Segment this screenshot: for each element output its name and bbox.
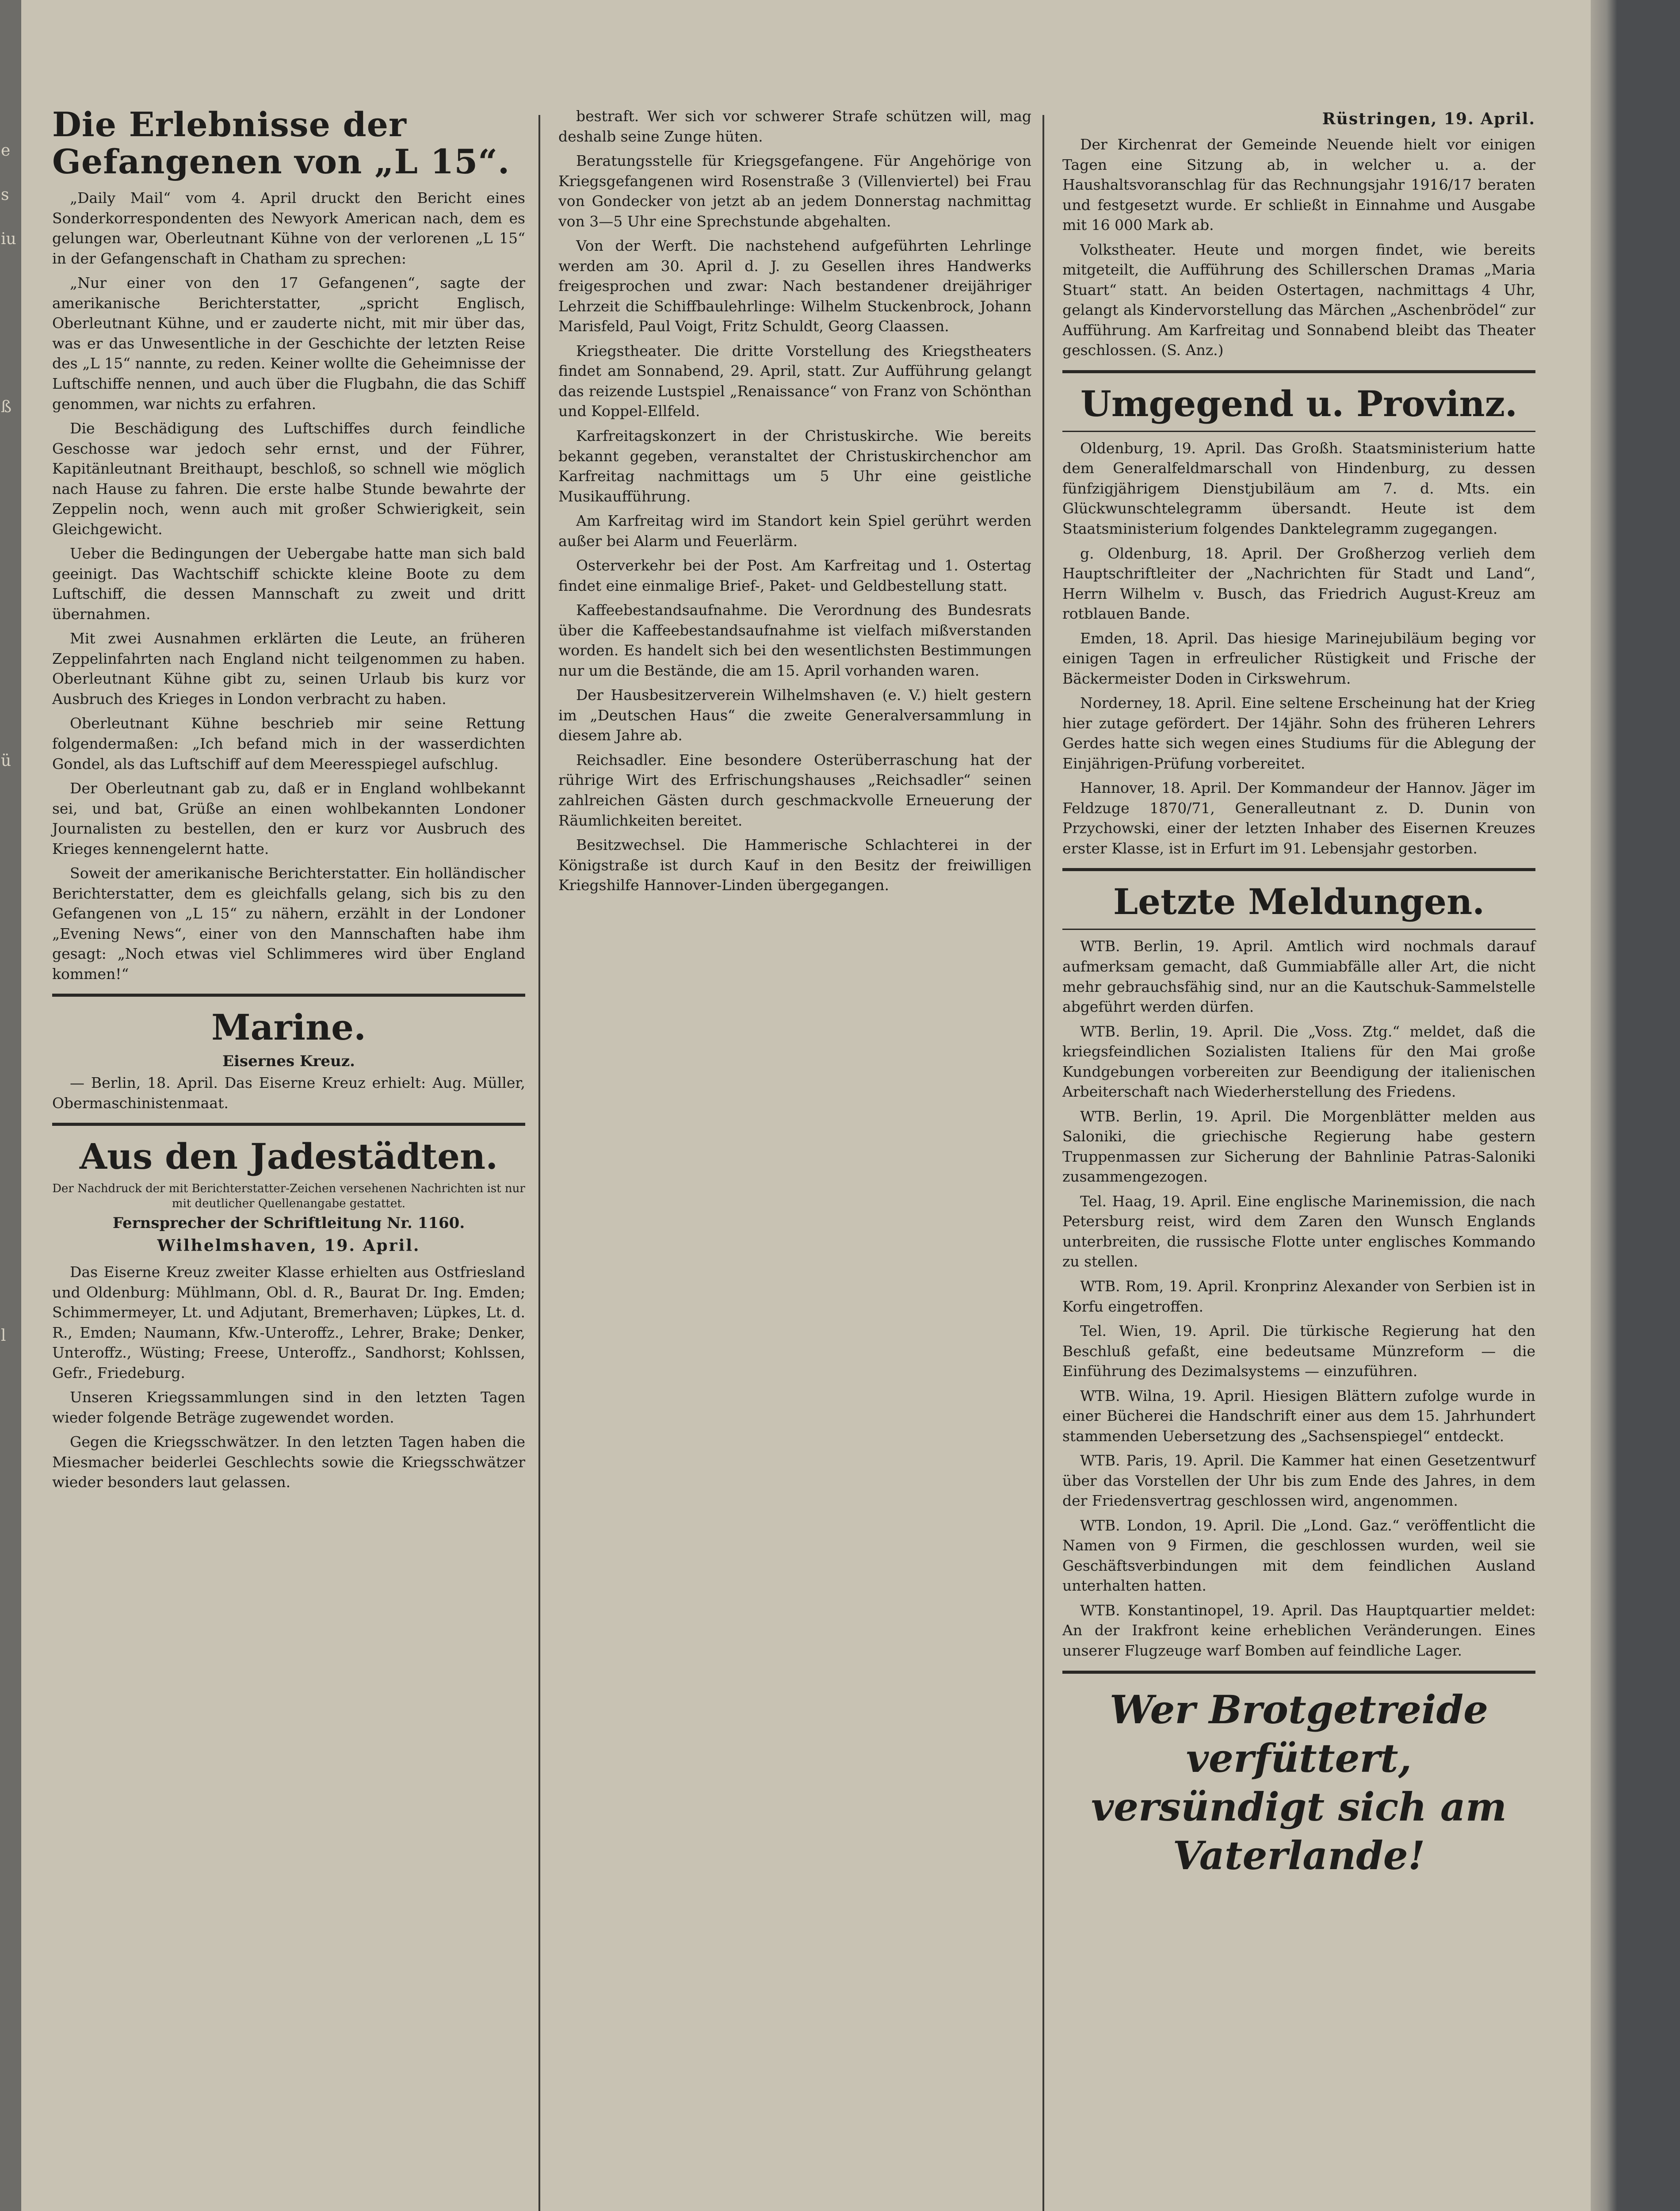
article-paragraph: Kaffeebestandsaufnahme. Die Verordnung des Bundesrats über die Kaffeebestandsaufnahme ist vielfach mißverstanden worden. Es handelt sich bei den wesentlichsten Bestimmungen nur um die Bestände, die am 15. April vorhanden waren.	[558, 601, 1031, 679]
section-title-umgegend: Umgegend u. Provinz.	[1081, 383, 1517, 425]
article-paragraph: WTB. Berlin, 19. April. Die Morgenblätter melden aus Saloniki, die griechische Regierung habe gestern Truppenmassen zur Sicherung der Bahnlinie Patras-Saloniki zusammengezogen.	[1062, 1107, 1535, 1186]
section-subtitle: Eisernes Kreuz.	[222, 1052, 355, 1071]
dateline: Wilhelmshaven, 19. April.	[157, 1236, 420, 1255]
article-paragraph: Der Kirchenrat der Gemeinde Neuende hielt vor einigen Tagen eine Sitzung ab, in welcher u. a. der Haushaltsvoranschlag für das Rechnungsjahr 1916/17 beraten und festgesetzt wurde. Er schließt in Einnahme und Ausgabe mit 16 000 Mark ab.	[1062, 136, 1535, 234]
article-paragraph: Tel. Wien, 19. April. Die türkische Regierung hat den Beschluß gefaßt, eine bedeutsame Münzreform — die Einführung des Dezimalsystems — einzuführen.	[1062, 1322, 1535, 1380]
article-paragraph: Ueber die Bedingungen der Uebergabe hatte man sich bald geeinigt. Das Wachtschiff schickte kleine Boote zu dem Luftschiff, die dessen Mannschaft zu zweit und dritt übernahmen.	[52, 545, 525, 623]
column-2	[558, 106, 1031, 900]
adjacent-page-strip	[0, 0, 21, 2211]
article-paragraph: Hannover, 18. April. Der Kommandeur der Hannov. Jäger im Feldzuge 1870/71, Generalleutnant z. D. Dunin von Przychowski, einer der letzten Inhaber des Eisernen Kreuzes erster Klasse, ist in Erfurt im 91. Lebensjahr gestorben.	[1062, 779, 1535, 857]
article-paragraph: „Daily Mail“ vom 4. April druckt den Bericht eines Sonderkorrespondenten des Newyork American nach, dem es gelungen war, Oberleutnant Kühne von der verlorenen „L 15“ in der Gefangenschaft in Chatham zu sprechen:	[52, 189, 525, 267]
article-paragraph: Am Karfreitag wird im Standort kein Spiel gerührt werden außer bei Alarm und Feuerlärm.	[558, 512, 1031, 550]
article-paragraph: WTB. Rom, 19. April. Kronprinz Alexander von Serbien ist in Korfu eingetroffen.	[1062, 1277, 1535, 1315]
dateline: Rüstringen, 19. April.	[1322, 110, 1535, 128]
appeal-line: versündigt sich am Vaterlande!	[1091, 1783, 1507, 1878]
section-title-marine: Marine.	[211, 1006, 366, 1048]
article-paragraph: Oldenburg, 19. April. Das Großh. Staatsministerium hatte dem Generalfeldmarschall von Hindenburg, zu dessen fünfzigjährigem Dienstjubiläum am 7. d. Mts. ein Glückwunschtelegramm übersandt. Heute ist dem Staatsministerium folgendes Danktelegramm zugegangen.	[1062, 439, 1535, 537]
section-underline	[1062, 929, 1535, 930]
article-paragraph: Volkstheater. Heute und morgen findet, wie bereits mitgeteilt, die Aufführung des Schillerschen Dramas „Maria Stuart“ statt. An beiden Ostertagen, nachmittags 4 Uhr, gelangt als Kindervorstellung das Märchen „Aschenbrödel“ zur Aufführung. Am Karfreitag und Sonnabend bleibt das Theater geschlossen. (S. Anz.)	[1062, 241, 1535, 359]
article-paragraph: Tel. Haag, 19. April. Eine englische Marinemission, die nach Petersburg reist, wird dem Zaren den Wunsch Englands unterbreiten, die russische Flotte unter englisches Kommando zu stellen.	[1062, 1192, 1535, 1270]
section-divider	[1062, 370, 1535, 373]
newspaper-page	[21, 0, 1591, 2211]
reprint-note: Der Nachdruck der mit Berichterstatter-Zeichen versehenen Nachrichten ist nur mit deutlicher Quellenangabe gestattet.	[52, 1182, 525, 1211]
article-paragraph: Gegen die Kriegsschwätzer. In den letzten Tagen haben die Miesmacher beiderlei Geschlechts sowie die Kriegsschwätzer wieder besonders laut gelassen.	[52, 1433, 525, 1491]
article-paragraph: Kriegstheater. Die dritte Vorstellung des Kriegstheaters findet am Sonnabend, 29. April, statt. Zur Aufführung gelangt das reizende Lustspiel „Renaissance“ von Franz von Schönthan und Koppel-Ellfeld.	[558, 342, 1031, 420]
article-paragraph: WTB. Berlin, 19. April. Amtlich wird nochmals darauf aufmerksam gemacht, daß Gummiabfälle aller Art, die nicht mehr gebrauchsfähig sind, nur an die Kautschuk-Sammelstelle abgeführt werden dürfen.	[1062, 937, 1535, 1016]
article-paragraph: g. Oldenburg, 18. April. Der Großherzog verlieh dem Hauptschriftleiter der „Nachrichten für Stadt und Land“, Herrn Wilhelm v. Busch, das Friedrich August-Kreuz am rotblauen Bande.	[1062, 544, 1535, 623]
article-paragraph: Der Oberleutnant gab zu, daß er in England wohlbekannt sei, und bat, Grüße an einen wohlbekannten Londoner Journalisten zu bestellen, den er kurz vor Ausbruch des Krieges kennengelernt hatte.	[52, 780, 525, 857]
article-paragraph: Karfreitagskonzert in der Christuskirche. Wie bereits bekannt gegeben, veranstaltet der Christuskirchenchor am Karfreitag nachmittags um 5 Uhr eine geistliche Musikaufführung.	[558, 427, 1031, 505]
section-divider	[1062, 1671, 1535, 1674]
article-paragraph: Osterverkehr bei der Post. Am Karfreitag und 1. Ostertag findet eine einmalige Brief-, Paket- und Geldbestellung statt.	[558, 557, 1031, 594]
column-rule	[538, 115, 540, 2211]
article-paragraph: Der Hausbesitzerverein Wilhelmshaven (e. V.) hielt gestern im „Deutschen Haus“ die zweite Generalversammlung in diesem Jahre ab.	[558, 686, 1031, 744]
article-paragraph: WTB. Paris, 19. April. Die Kammer hat einen Gesetzentwurf über das Vorstellen der Uhr bis zum Ende des Jahres, in dem der Friedensvertrag geschlossen wird, angenommen.	[1062, 1452, 1535, 1510]
strip-fragment: iu	[1, 230, 16, 248]
article-paragraph: — Berlin, 18. April. Das Eiserne Kreuz erhielt: Aug. Müller, Obermaschinistenmaat.	[52, 1074, 525, 1112]
article-headline: Die Erlebnisse der Gefangenen von „L 15“.	[52, 105, 510, 181]
section-title-letzte-meldungen: Letzte Meldungen.	[1113, 881, 1485, 923]
section-divider	[52, 1123, 525, 1126]
section-title-jadestaedte: Aus den Jadestädten.	[79, 1136, 498, 1178]
article-paragraph: Norderney, 18. April. Eine seltene Erscheinung hat der Krieg hier zutage gefördert. Der 14jähr. Sohn des früheren Lehrers Gerdes hatte sich wegen eines Studiums für die Ablegung der Einjährigen-Prüfung vorbereitet.	[1062, 694, 1535, 772]
article-paragraph: Emden, 18. April. Das hiesige Marinejubiläum beging vor einigen Tagen in erfreulicher Rüstigkeit und Frische der Bäckermeister Doden in Cirkswehrum.	[1062, 629, 1535, 687]
appeal-banner	[1062, 1685, 1535, 1880]
column-rule	[1042, 115, 1044, 2211]
phone-line: Fernsprecher der Schriftleitung Nr. 1160.	[112, 1214, 465, 1232]
article-paragraph: WTB. London, 19. April. Die „Lond. Gaz.“ veröffentlicht die Namen von 9 Firmen, die geschlossen wurden, weil sie Geschäftsverbindungen mit dem feindlichen Ausland unterhalten hatten.	[1062, 1516, 1535, 1595]
section-divider	[52, 994, 525, 997]
article-paragraph: bestraft. Wer sich vor schwerer Strafe schützen will, mag deshalb seine Zunge hüten.	[558, 107, 1031, 145]
article-paragraph: Soweit der amerikanische Berichterstatter. Ein holländischer Berichterstatter, dem es gleichfalls gelang, sich bis zu den Gefangenen von „L 15“ zu nähern, erzählt in der Londoner „Evening News“, einer von den Mannschaften habe ihm gesagt: „Noch etwas viel Schlimmeres wird über England kommen!“	[52, 865, 525, 983]
section-underline	[1062, 431, 1535, 432]
strip-fragment: ü	[1, 752, 11, 770]
appeal-line: Wer Brotgetreide verfüttert,	[1109, 1686, 1489, 1781]
strip-fragment: l	[1, 1327, 6, 1345]
article-paragraph: Mit zwei Ausnahmen erklärten die Leute, an früheren Zeppelinfahrten nach England nicht teilgenommen zu haben. Oberleutnant Kühne gibt zu, seinen Urlaub bis kurz vor Ausbruch des Krieges in London verbracht zu haben.	[52, 630, 525, 708]
strip-fragment: s	[1, 186, 9, 204]
article-paragraph: Reichsadler. Eine besondere Osterüberraschung hat der rührige Wirt des Erfrischungshauses „Reichsadler“ seinen zahlreichen Gästen durch geschmackvolle Erneuerung der Räumlichkeiten bereitet.	[558, 751, 1031, 829]
article-paragraph: WTB. Konstantinopel, 19. April. Das Hauptquartier meldet: An der Irakfront keine erheblichen Veränderungen. Eines unserer Flugzeuge warf Bomben auf feindliche Lager.	[1062, 1601, 1535, 1659]
article-paragraph: WTB. Berlin, 19. April. Die „Voss. Ztg.“ meldet, daß die kriegsfeindlichen Sozialisten Italiens für den Mai große Kundgebungen vorbereiten zur Beendigung der italienischen Arbeiterschaft nach Wiederherstellung des Friedens.	[1062, 1022, 1535, 1101]
article-paragraph: Oberleutnant Kühne beschrieb mir seine Rettung folgendermaßen: „Ich befand mich in der wasserdichten Gondel, als das Luftschiff auf dem Meeresspiegel aufschlug.	[52, 715, 525, 773]
column-3	[1062, 106, 1535, 1880]
article-paragraph: WTB. Wilna, 19. April. Hiesigen Blättern zufolge wurde in einer Bücherei die Handschrift einer aus dem 15. Jahrhundert stammenden Uebersetzung des „Sachsenspiegel“ entdeckt.	[1062, 1387, 1535, 1445]
article-paragraph: „Nur einer von den 17 Gefangenen“, sagte der amerikanische Berichterstatter, „spricht Englisch, Oberleutnant Kühne, und er zauderte nicht, mit mir über das, was er das Unwesentliche in der Geschichte der letzten Reise des „L 15“ nannte, zu reden. Keiner wollte die Geheimnisse der Luftschiffe nennen, und auch über die Flugbahn, die das Schiff genommen, war nichts zu erfahren.	[52, 274, 525, 413]
article-paragraph: Besitzwechsel. Die Hammerische Schlachterei in der Königstraße ist durch Kauf in den Besitz der freiwilligen Kriegshilfe Hannover-Linden übergegangen.	[558, 836, 1031, 894]
column-1	[52, 106, 525, 1497]
strip-fragment: e	[1, 142, 11, 160]
strip-fragment: ß	[1, 398, 12, 416]
page-edge	[1591, 0, 1617, 2211]
article-paragraph: Von der Werft. Die nachstehend aufgeführten Lehrlinge werden am 30. April d. J. zu Gesellen ihres Handwerks freigesprochen und zwar: Nach bestandener dreijähriger Lehrzeit die Schiffbaulehrlinge: Wilhelm Stuckenbrock, Johann Marisfeld, Paul Voigt, Fritz Schuldt, Georg Claassen.	[558, 237, 1031, 335]
article-paragraph: Beratungsstelle für Kriegsgefangene. Für Angehörige von Kriegsgefangenen wird Rosenstraße 3 (Villenviertel) bei Frau von Gondecker von jetzt ab an jedem Donnerstag nachmittag von 3—5 Uhr eine Sprechstunde abgehalten.	[558, 152, 1031, 230]
article-paragraph: Die Beschädigung des Luftschiffes durch feindliche Geschosse war jedoch sehr ernst, und der Führer, Kapitänleutnant Breithaupt, beschloß, so schnell wie möglich nach Hause zu fahren. Die erste halbe Stunde bewahrte der Zeppelin noch, wenn auch mit großer Schwierigkeit, sein Gleichgewicht.	[52, 420, 525, 538]
article-paragraph: Unseren Kriegssammlungen sind in den letzten Tagen wieder folgende Beträge zugewendet worden.	[52, 1389, 525, 1426]
section-divider	[1062, 868, 1535, 871]
article-paragraph: Das Eiserne Kreuz zweiter Klasse erhielten aus Ostfriesland und Oldenburg: Mühlmann, Obl. d. R., Baurat Dr. Ing. Emden; Schimmermeyer, Lt. und Adjutant, Bremerhaven; Lüpkes, Lt. d. R., Emden; Naumann, Kfw.-Unteroffz., Lehrer, Brake; Denker, Unteroffz., Wüsting; Freese, Unteroffz., Sandhorst; Kohlssen, Gefr., Friedeburg.	[52, 1263, 525, 1381]
